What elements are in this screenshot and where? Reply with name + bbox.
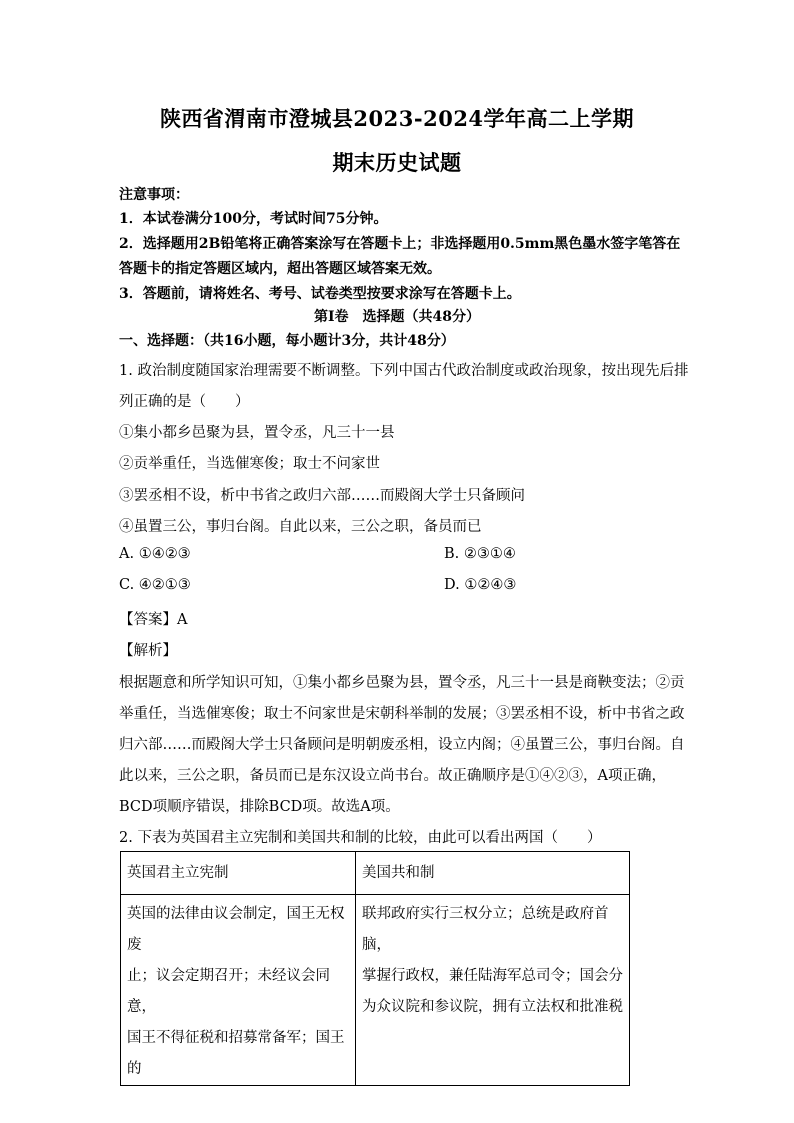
q1-option-d: D. ①②④③	[444, 577, 517, 593]
notes-item-2a: 2．选择题用2B铅笔将正确答案涂写在答题卡上；非选择题用0.5mm黑色墨水签字笔答在	[119, 236, 681, 252]
table-cell-line: 掌握行政权，兼任陆海军总司令；国会分	[362, 968, 623, 984]
section-heading: 一、选择题：（共16小题，每小题计3分，共计48分）	[119, 333, 455, 349]
comparison-table	[120, 851, 630, 1086]
q1-item-4: ④虽置三公，事归台阁。自此以来，三公之职，备员而已	[119, 519, 482, 535]
q1-analysis-line5: BCD项顺序错误，排除BCD项。故选A项。	[119, 799, 400, 815]
table-cell-us	[356, 895, 630, 1086]
table-header-cell: 美国共和制	[356, 852, 630, 895]
table-header-row	[121, 852, 630, 895]
notes-heading: 注意事项：	[119, 187, 189, 203]
q1-analysis-label: 【解析】	[119, 643, 177, 659]
q1-stem-line1: 1. 政治制度随国家治理需要不断调整。下列中国古代政治制度或政治现象，按出现先后排	[119, 363, 689, 379]
table-header-cell: 英国君主立宪制	[121, 852, 356, 895]
q1-item-2: ②贡举重任，当选催寒俊；取士不问家世	[119, 456, 380, 472]
table-cell-line: 英国的法律由议会制定，国王无权废	[127, 906, 345, 953]
q1-analysis-line3: 归六部……而殿阁大学士只备顾问是明朝废丞相，设立内阁；④虽置三公，事归台阁。自	[119, 737, 685, 753]
volume-heading: 第Ⅰ卷 选择题（共48分）	[313, 309, 481, 325]
table-cell-line: 联邦政府实行三权分立；总统是政府首脑，	[362, 906, 609, 953]
notes-item-1: 1．本试卷满分100分，考试时间75分钟。	[119, 211, 388, 227]
q1-item-1: ①集小都乡邑聚为县，置令丞，凡三十一县	[119, 425, 395, 441]
notes-item-3: 3．答题前，请将姓名、考号、试卷类型按要求涂写在答题卡上。	[119, 286, 521, 302]
q1-option-c: C. ④②①③	[119, 577, 191, 593]
q2-stem: 2. 下表为英国君主立宪制和美国共和制的比较，由此可以看出两国（ ）	[119, 830, 602, 846]
table-cell-line: 止；议会定期召开；未经议会同意，	[127, 968, 330, 1015]
q1-option-a: A. ①④②③	[119, 546, 191, 562]
table-cell-line: 为众议院和参议院，拥有立法权和批准税	[362, 999, 623, 1015]
q1-option-b: B. ②③①④	[444, 546, 516, 562]
q1-analysis-line2: 举重任，当选催寒俊；取士不问家世是宋朝科举制的发展；③罢丞相不设，析中书省之政	[119, 706, 685, 722]
q1-answer: 【答案】A	[119, 612, 188, 628]
document-title-line2: 期末历史试题	[332, 150, 462, 175]
q1-analysis-line1: 根据题意和所学知识可知，①集小都乡邑聚为县，置令丞，凡三十一县是商鞅变法；②贡	[119, 675, 685, 691]
document-title-line1: 陕西省渭南市澄城县2023-2024学年高二上学期	[159, 106, 635, 131]
table-cell-line: 国王不得征税和招募常备军；国王的	[127, 1030, 345, 1077]
q1-analysis-line4: 此以来，三公之职，备员而已是东汉设立尚书台。故正确顺序是①④②③，A项正确，	[119, 768, 666, 784]
table-row	[121, 895, 630, 1086]
q1-stem-line2: 列正确的是（ ）	[119, 394, 250, 410]
table-cell-uk	[121, 895, 356, 1086]
notes-item-2b: 答题卡的指定答题区域内，超出答题区域答案无效。	[119, 261, 441, 277]
q1-item-3: ③罢丞相不设，析中书省之政归六部……而殿阁大学士只备顾问	[119, 488, 525, 504]
